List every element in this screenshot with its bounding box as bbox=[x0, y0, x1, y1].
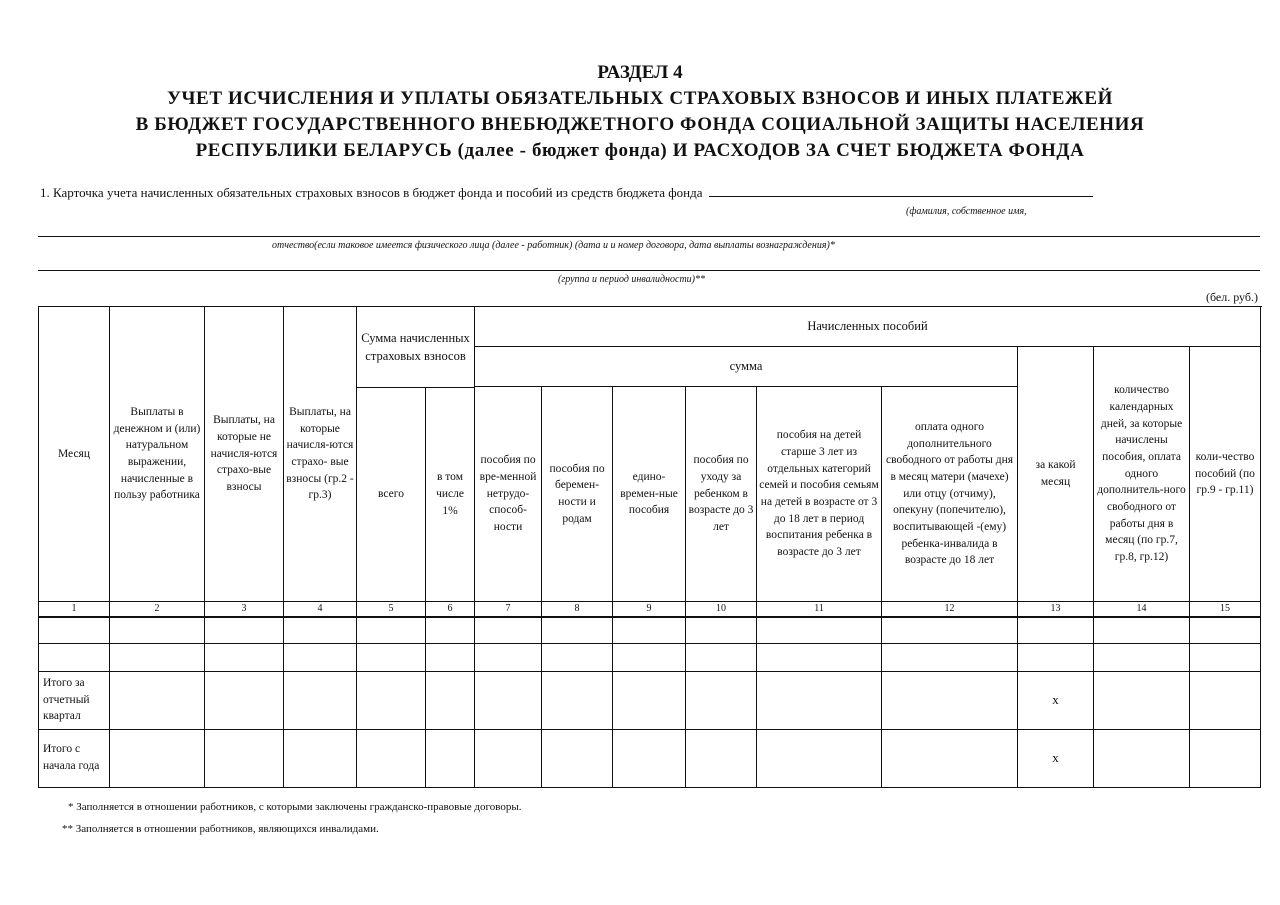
cell[interactable] bbox=[542, 617, 613, 643]
year-total-row bbox=[39, 729, 1261, 787]
disability-hint: (группа и период инвалидности)** bbox=[558, 274, 706, 285]
cell[interactable] bbox=[1094, 671, 1190, 729]
cell[interactable] bbox=[882, 617, 1018, 643]
footnote-1: * Заполняется в отношении работников, с которыми заключены гражданско-правовые договоры. bbox=[68, 801, 522, 813]
header-col15: коли-чество пособий (по гр.9 - гр.11) bbox=[1190, 347, 1261, 602]
table-row bbox=[39, 643, 1261, 671]
units-label: (бел. руб.) bbox=[1205, 290, 1258, 304]
header-total: всего bbox=[357, 388, 426, 602]
cell[interactable] bbox=[613, 617, 686, 643]
cell[interactable] bbox=[357, 671, 426, 729]
card-label-line bbox=[40, 183, 1093, 201]
cell[interactable] bbox=[757, 729, 882, 787]
cell[interactable] bbox=[686, 671, 757, 729]
cell[interactable] bbox=[39, 617, 110, 643]
year-total-label: Итого с начала года bbox=[39, 729, 110, 787]
col-number: 14 bbox=[1094, 602, 1190, 618]
card-label: 1. Карточка учета начисленных обязательных страховых взносов в бюджет фонда и пособий из средств бюджета фонда bbox=[40, 185, 703, 200]
heading-line-1: УЧЕТ ИСЧИСЛЕНИЯ И УПЛАТЫ ОБЯЗАТЕЛЬНЫХ СТРАХОВЫХ ВЗНОСОВ И ИНЫХ ПЛАТЕЖЕЙ bbox=[166, 88, 1114, 109]
cell[interactable] bbox=[613, 643, 686, 671]
header-col8: пособия по беремен-ности и родам bbox=[542, 387, 613, 602]
cell[interactable] bbox=[475, 671, 542, 729]
header-month: Месяц bbox=[39, 307, 110, 602]
col-number: 3 bbox=[205, 602, 284, 618]
header-contributions: Сумма начисленных страховых взносов bbox=[357, 307, 475, 388]
cell[interactable] bbox=[757, 643, 882, 671]
cell[interactable] bbox=[110, 671, 205, 729]
cell[interactable] bbox=[686, 617, 757, 643]
header-col11: пособия на детей старше 3 лет из отдельных категорий семей и пособия семьям на детей в возрасте от 3 до 18 лет в период воспитания ребенка в возрасте до 3 лет bbox=[757, 387, 882, 602]
cell[interactable] bbox=[882, 729, 1018, 787]
cell[interactable] bbox=[757, 671, 882, 729]
cell[interactable] bbox=[110, 729, 205, 787]
cell[interactable] bbox=[1190, 671, 1261, 729]
quarter-total-row bbox=[39, 671, 1261, 729]
disability-line[interactable] bbox=[38, 270, 1260, 271]
cell[interactable] bbox=[284, 729, 357, 787]
header-col14: количество календарных дней, за которые начислены пособия, оплата одного дополнитель-ного свободного от работы дня в месяц (по гр.7, гр.8, гр.12) bbox=[1094, 347, 1190, 602]
cell[interactable] bbox=[613, 671, 686, 729]
header-col10: пособия по уходу за ребенком в возрасте до 3 лет bbox=[686, 387, 757, 602]
cell[interactable] bbox=[205, 671, 284, 729]
cell[interactable] bbox=[475, 729, 542, 787]
cell[interactable] bbox=[1018, 617, 1094, 643]
header-benefits: Начисленных пособий bbox=[475, 307, 1261, 347]
cell[interactable] bbox=[1094, 729, 1190, 787]
header-sum: сумма bbox=[475, 347, 1018, 387]
cell[interactable] bbox=[357, 643, 426, 671]
header-col13: за какой месяц bbox=[1018, 347, 1094, 602]
header-col12: оплата одного дополнительного свободного от работы дня в месяц матери (мачехе) или отцу (отчиму), опекуну (попечителю), воспитывающей -(ему) ребенка-инвалида в возрасте до 18 лет bbox=[882, 387, 1018, 602]
table-row bbox=[39, 617, 1261, 643]
employee-name-field[interactable] bbox=[709, 183, 1093, 197]
cell[interactable] bbox=[426, 671, 475, 729]
col-number: 12 bbox=[882, 602, 1018, 618]
col-number: 2 bbox=[110, 602, 205, 618]
cell[interactable] bbox=[1094, 643, 1190, 671]
cell[interactable] bbox=[110, 643, 205, 671]
heading-line-2: В БЮДЖЕТ ГОСУДАРСТВЕННОГО ВНЕБЮДЖЕТНОГО ФОНДА СОЦИАЛЬНОЙ ЗАЩИТЫ НАСЕЛЕНИЯ bbox=[135, 114, 1145, 135]
footnote-2: ** Заполняется в отношении работников, являющихся инвалидами. bbox=[62, 823, 379, 835]
cell[interactable] bbox=[205, 617, 284, 643]
cell[interactable] bbox=[686, 643, 757, 671]
cell[interactable] bbox=[284, 643, 357, 671]
col-number: 6 bbox=[426, 602, 475, 618]
header-col4: Выплаты, на которые начисля-ются страхо- вые взносы (гр.2 - гр.3) bbox=[284, 307, 357, 602]
cell[interactable] bbox=[205, 643, 284, 671]
cell[interactable] bbox=[1094, 617, 1190, 643]
cell[interactable] bbox=[284, 671, 357, 729]
col-number: 8 bbox=[542, 602, 613, 618]
cell[interactable] bbox=[542, 643, 613, 671]
column-numbers-row bbox=[39, 602, 1261, 618]
cell[interactable] bbox=[1190, 617, 1261, 643]
section-title: РАЗДЕЛ 4 bbox=[597, 62, 683, 83]
header-incl: в том числе 1% bbox=[426, 388, 475, 602]
col-number: 4 bbox=[284, 602, 357, 618]
cell[interactable] bbox=[475, 643, 542, 671]
details-hint: отчество(если таковое имеется физического лица (далее - работник) (дата и и номер договора, дата выплаты вознаграждения)* bbox=[272, 240, 835, 251]
header-col9: едино-времен-ные пособия bbox=[613, 387, 686, 602]
x-mark: х bbox=[1018, 729, 1094, 787]
header-col7: пособия по вре-менной нетрудо-способ-ности bbox=[475, 387, 542, 602]
cell[interactable] bbox=[1190, 643, 1261, 671]
col-number: 11 bbox=[757, 602, 882, 618]
col-number: 10 bbox=[686, 602, 757, 618]
cell[interactable] bbox=[882, 671, 1018, 729]
benefits-table bbox=[38, 306, 1261, 788]
cell[interactable] bbox=[475, 617, 542, 643]
cell[interactable] bbox=[1190, 729, 1261, 787]
x-mark: х bbox=[1018, 671, 1094, 729]
cell[interactable] bbox=[757, 617, 882, 643]
cell[interactable] bbox=[686, 729, 757, 787]
cell[interactable] bbox=[542, 729, 613, 787]
cell[interactable] bbox=[357, 617, 426, 643]
cell[interactable] bbox=[1018, 643, 1094, 671]
col-number: 5 bbox=[357, 602, 426, 618]
cell[interactable] bbox=[205, 729, 284, 787]
cell[interactable] bbox=[882, 643, 1018, 671]
cell[interactable] bbox=[426, 617, 475, 643]
quarter-total-label: Итого за отчетный квартал bbox=[39, 671, 110, 729]
col-number: 9 bbox=[613, 602, 686, 618]
cell[interactable] bbox=[426, 643, 475, 671]
header-col3: Выплаты, на которые не начисля-ются страхо-вые взносы bbox=[205, 307, 284, 602]
col-number: 7 bbox=[475, 602, 542, 618]
cell[interactable] bbox=[357, 729, 426, 787]
col-number: 1 bbox=[39, 602, 110, 618]
col-number: 13 bbox=[1018, 602, 1094, 618]
cell[interactable] bbox=[39, 643, 110, 671]
cell[interactable] bbox=[426, 729, 475, 787]
col-number: 15 bbox=[1190, 602, 1261, 618]
heading-line-3: РЕСПУБЛИКИ БЕЛАРУСЬ (далее - бюджет фонда) И РАСХОДОВ ЗА СЧЕТ БЮДЖЕТА ФОНДА bbox=[195, 140, 1085, 161]
cell[interactable] bbox=[542, 671, 613, 729]
cell[interactable] bbox=[613, 729, 686, 787]
name-hint: (фамилия, собственное имя, bbox=[906, 206, 1027, 217]
header-col2: Выплаты в денежном и (или) натуральном выражении, начисленные в пользу работника bbox=[110, 307, 205, 602]
employee-details-line[interactable] bbox=[38, 236, 1260, 237]
cell[interactable] bbox=[110, 617, 205, 643]
cell[interactable] bbox=[284, 617, 357, 643]
